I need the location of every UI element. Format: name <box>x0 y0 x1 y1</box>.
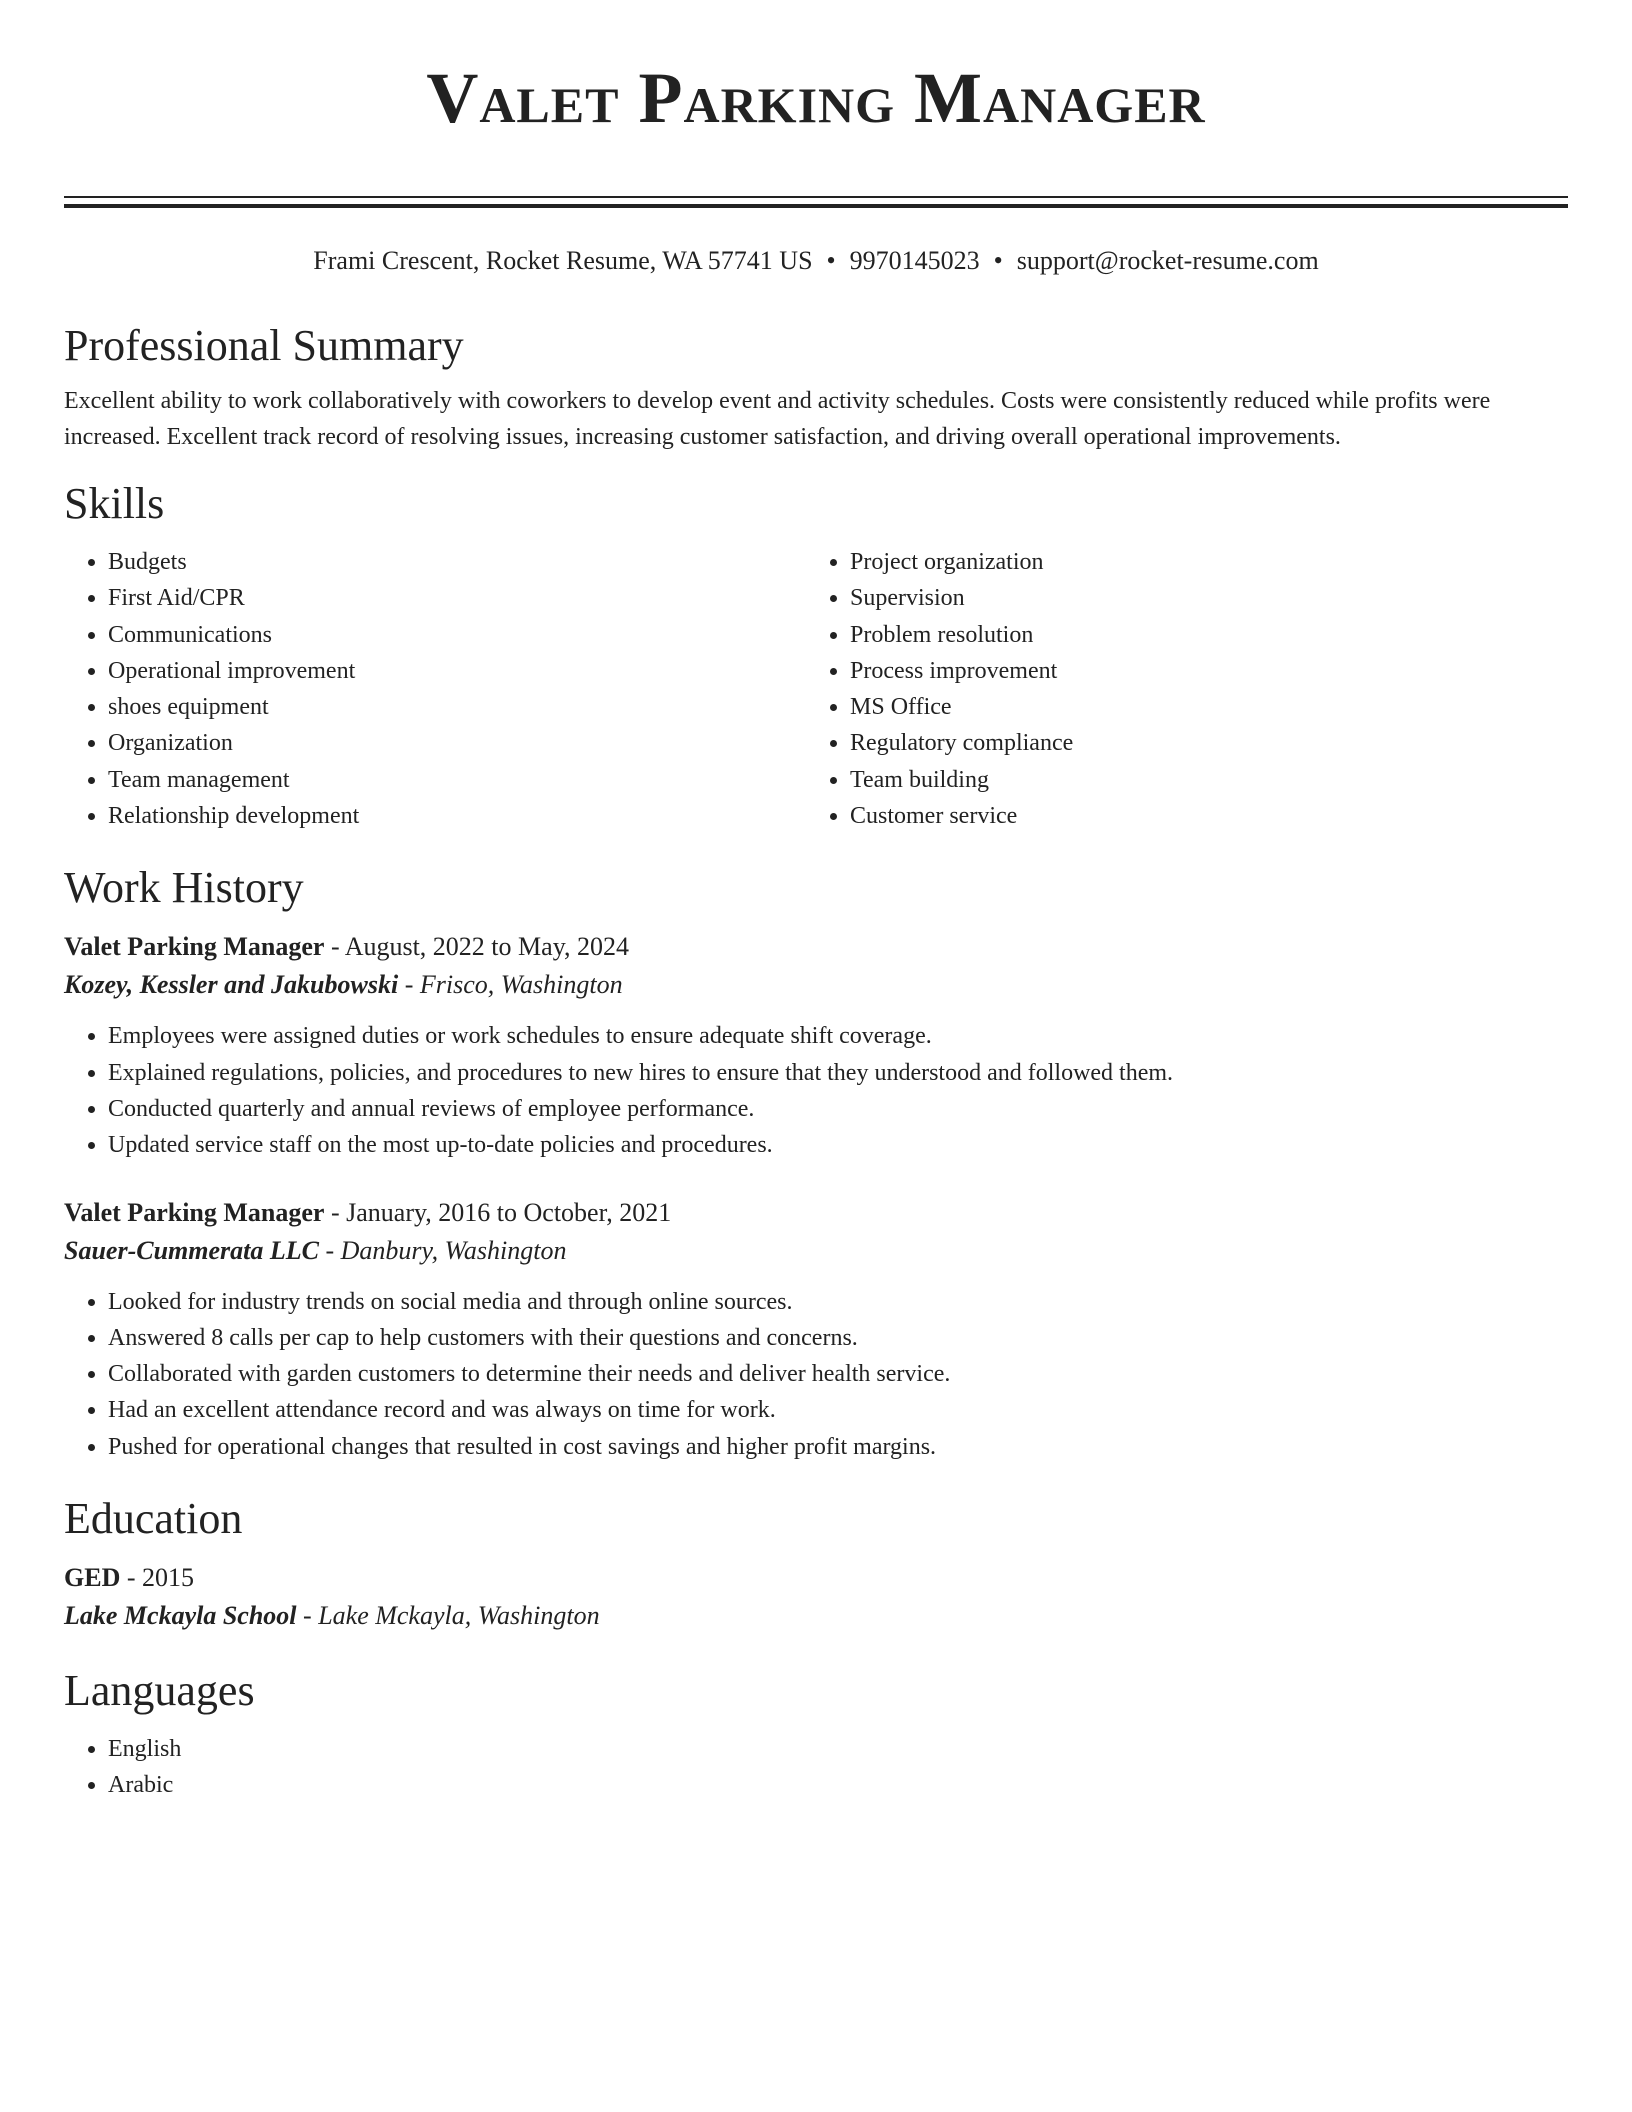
education-degree-line <box>64 1559 1568 1597</box>
job-title: Valet Parking Manager <box>64 1197 325 1227</box>
job-location: - Frisco, Washington <box>398 970 623 1000</box>
skills-column-right <box>806 544 1548 834</box>
job-duty-item: • Looked for industry trends on social media and through online sources. <box>108 1284 1568 1320</box>
education-degree: GED <box>64 1563 121 1593</box>
header-rule-thick <box>64 204 1568 208</box>
education-heading: Education <box>64 1494 243 1544</box>
languages-heading: Languages <box>64 1666 255 1716</box>
skills-list <box>64 544 1568 834</box>
skill-item: • First Aid/CPR <box>108 580 806 616</box>
job-duty-item: • Pushed for operational changes that resulted in cost savings and higher profit margins. <box>108 1429 1568 1465</box>
skill-item: • Customer service <box>850 798 1548 834</box>
job-duties <box>64 1284 1568 1465</box>
language-item: • English <box>108 1731 1568 1767</box>
skill-item: • Organization <box>108 725 806 761</box>
skill-item: • MS Office <box>850 689 1548 725</box>
job-title-line <box>64 1194 1568 1232</box>
contact-separator: • <box>826 246 836 275</box>
job-company: Kozey, Kessler and Jakubowski <box>64 970 399 1000</box>
contact-separator: • <box>993 246 1003 275</box>
skills-heading: Skills <box>64 479 165 528</box>
job-duty-item: • Employees were assigned duties or work schedules to ensure adequate shift coverage. <box>108 1018 1568 1054</box>
skill-item: • Project organization <box>850 544 1548 580</box>
job-dates: - August, 2022 to May, 2024 <box>324 932 630 962</box>
education-year: - 2015 <box>120 1563 195 1593</box>
contact-phone: 9970145023 <box>849 246 980 275</box>
job-title-line <box>64 928 1568 966</box>
contact-address: Frami Crescent, Rocket Resume, WA 57741 US <box>313 246 813 275</box>
summary-heading: Professional Summary <box>64 321 464 370</box>
skill-item: • Problem resolution <box>850 617 1548 653</box>
education-school: Lake Mckayla School <box>64 1601 297 1631</box>
skill-item: • shoes equipment <box>108 689 806 725</box>
job-dates: - January, 2016 to October, 2021 <box>324 1197 672 1227</box>
job-duty-item: • Collaborated with garden customers to determine their needs and deliver health service. <box>108 1356 1568 1392</box>
education-entry <box>64 1559 1568 1635</box>
contact-line <box>64 244 1568 278</box>
skill-item: • Regulatory compliance <box>850 725 1548 761</box>
resume-title: Valet Parking Manager <box>426 58 1206 138</box>
job-company-line <box>64 966 1568 1004</box>
education-school-line <box>64 1597 1568 1635</box>
skill-item: • Supervision <box>850 580 1548 616</box>
resume-page <box>64 0 1568 1804</box>
education-location: - Lake Mckayla, Washington <box>296 1601 600 1631</box>
job-entry <box>64 928 1568 1163</box>
job-company-line <box>64 1232 1568 1270</box>
header-rule-thin <box>64 196 1568 198</box>
language-item: • Arabic <box>108 1767 1568 1803</box>
skill-item: • Budgets <box>108 544 806 580</box>
languages-list <box>64 1731 1568 1804</box>
skill-item: • Operational improvement <box>108 653 806 689</box>
job-duty-item: • Updated service staff on the most up-to-date policies and procedures. <box>108 1127 1568 1163</box>
skill-item: • Relationship development <box>108 798 806 834</box>
contact-email: support@rocket-resume.com <box>1016 246 1319 275</box>
job-title: Valet Parking Manager <box>64 932 325 962</box>
summary-text: Excellent ability to work collaboratively with coworkers to develop event and activity schedules. Costs were consistently reduced while profits were increased. Excellent track record of resolving issues, increasing customer satisfaction, and driving overall operational improvements. <box>64 388 1491 450</box>
job-duties <box>64 1018 1568 1163</box>
skills-column-left <box>64 544 806 834</box>
work-history-heading: Work History <box>64 863 304 913</box>
job-duty-item: • Explained regulations, policies, and procedures to new hires to ensure that they understood and followed them. <box>108 1055 1568 1091</box>
job-duty-item: • Had an excellent attendance record and was always on time for work. <box>108 1392 1568 1428</box>
skill-item: • Team management <box>108 762 806 798</box>
job-location: - Danbury, Washington <box>318 1235 567 1265</box>
skill-item: • Communications <box>108 617 806 653</box>
job-duty-item: • Answered 8 calls per cap to help customers with their questions and concerns. <box>108 1320 1568 1356</box>
job-entry <box>64 1194 1568 1465</box>
job-duty-item: • Conducted quarterly and annual reviews of employee performance. <box>108 1091 1568 1127</box>
skill-item: • Team building <box>850 762 1548 798</box>
job-company: Sauer-Cummerata LLC <box>64 1235 319 1265</box>
skill-item: • Process improvement <box>850 653 1548 689</box>
